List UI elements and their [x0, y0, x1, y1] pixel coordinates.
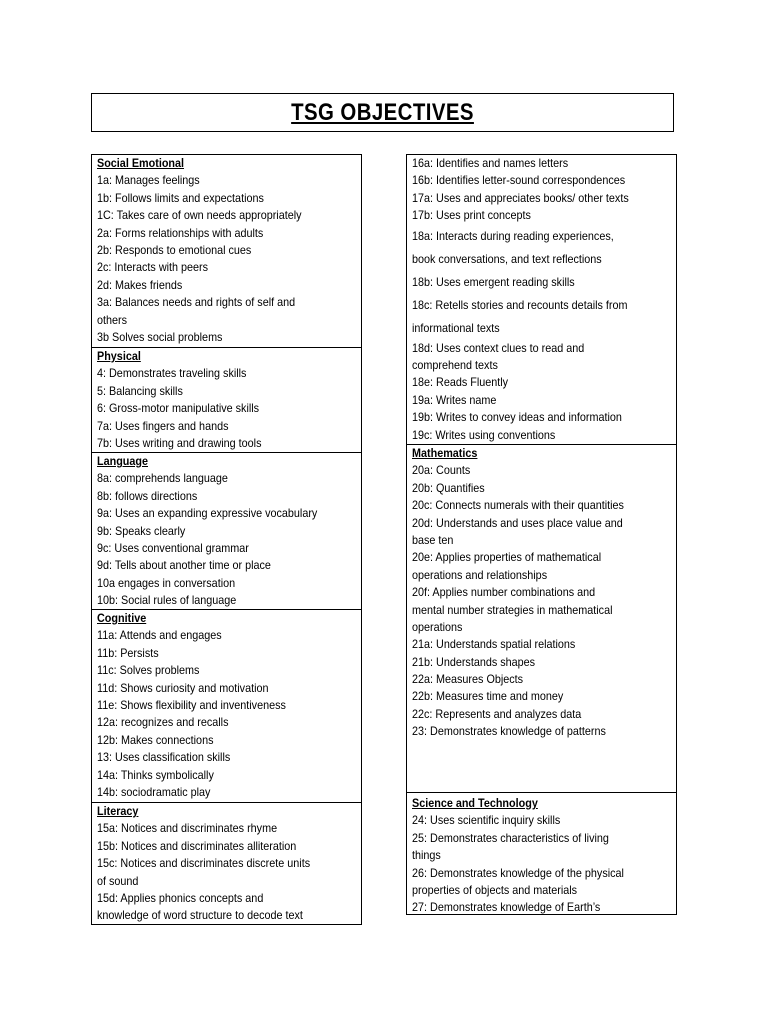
objective-line: 22c: Represents and analyzes data [412, 706, 582, 721]
objective-line: 11c: Solves problems [97, 663, 200, 678]
objective-line: of sound [97, 873, 139, 888]
objective-line: 2a: Forms relationships with adults [97, 225, 264, 240]
objective-line: 9d: Tells about another time or place [97, 558, 271, 573]
objective-line: 12a: recognizes and recalls [97, 715, 229, 730]
objective-line: mental number strategies in mathematical [412, 602, 613, 617]
objective-line: 2b: Responds to emotional cues [97, 242, 252, 257]
objective-line: 8a: comprehends language [97, 471, 228, 486]
section-cognitive [91, 609, 362, 803]
objective-line: 16a: Identifies and names letters [412, 156, 569, 170]
section-social-emotional [91, 154, 362, 348]
objective-line: book conversations, and text reflections [412, 251, 602, 266]
objective-line: 14b: sociodramatic play [97, 784, 211, 799]
objective-line: comprehend texts [412, 357, 498, 372]
objective-line: operations and relationships [412, 567, 548, 582]
objective-line: 11e: Shows flexibility and inventiveness [97, 697, 286, 712]
objective-line: 18d: Uses context clues to read and [412, 340, 585, 355]
objective-line: 1C: Takes care of own needs appropriately [97, 208, 302, 223]
objective-line: 20e: Applies properties of mathematical [412, 550, 602, 565]
objective-line: 14a: Thinks symbolically [97, 767, 214, 782]
objective-line: 8b: follows directions [97, 488, 198, 503]
objective-line: base ten [412, 532, 454, 547]
objective-line: 20a: Counts [412, 463, 471, 478]
section-heading: Physical [97, 349, 141, 363]
objective-line: 10a engages in conversation [97, 575, 236, 590]
right-column [406, 154, 677, 915]
objective-line: things [412, 848, 441, 863]
section-heading: Literacy [97, 804, 139, 818]
objective-line: 20d: Understands and uses place value and [412, 515, 623, 530]
objective-line: 19b: Writes to convey ideas and information [412, 410, 622, 425]
section-language [91, 452, 362, 610]
objective-line: 5: Balancing skills [97, 383, 183, 398]
objective-line: 9a: Uses an expanding expressive vocabulary [97, 506, 318, 521]
objective-line: operations [412, 619, 463, 634]
objective-line: 9b: Speaks clearly [97, 523, 186, 538]
section-physical [91, 347, 362, 453]
objective-line: 2d: Makes friends [97, 277, 183, 292]
objective-line: 19c: Writes using conventions [412, 427, 556, 442]
objective-line: 16b: Identifies letter-sound correspondences [412, 173, 626, 188]
section-science-technology [406, 792, 677, 915]
page-title: TSG OBJECTIVES [291, 98, 474, 126]
objective-line: 9c: Uses conventional grammar [97, 540, 249, 555]
objective-line: 3b Solves social problems [97, 329, 223, 344]
objective-line: 26: Demonstrates knowledge of the physical [412, 865, 624, 880]
objective-line: 25: Demonstrates characteristics of living [412, 830, 609, 845]
objective-line: 15d: Applies phonics concepts and [97, 890, 264, 905]
objective-line: 11b: Persists [97, 645, 159, 660]
objective-line: 27: Demonstrates knowledge of Earth’s [412, 900, 601, 915]
objective-line: 4: Demonstrates traveling skills [97, 366, 247, 381]
objective-line: 20c: Connects numerals with their quantities [412, 498, 624, 513]
objective-line: 6: Gross-motor manipulative skills [97, 401, 260, 416]
objective-line: 23: Demonstrates knowledge of patterns [412, 724, 606, 739]
objective-line: 24: Uses scientific inquiry skills [412, 813, 561, 828]
objective-line: 21b: Understands shapes [412, 654, 536, 669]
objective-line: 20f: Applies number combinations and [412, 585, 596, 600]
objective-line: 22a: Measures Objects [412, 672, 524, 687]
objective-line: 12b: Makes connections [97, 732, 214, 747]
objective-line: 7a: Uses fingers and hands [97, 418, 229, 433]
objective-line: 19a: Writes name [412, 392, 497, 407]
section-heading: Social Emotional [97, 156, 185, 170]
objective-line: 22b: Measures time and money [412, 689, 564, 704]
objective-line: 15b: Notices and discriminates alliteration [97, 838, 297, 853]
objective-line: others [97, 312, 128, 327]
section-heading: Language [97, 454, 149, 468]
objective-line: informational texts [412, 320, 500, 335]
section-mathematics [406, 444, 677, 793]
objective-line: 11a: Attends and engages [97, 628, 222, 643]
section-heading: Science and Technology [412, 796, 538, 810]
objective-line: properties of objects and materials [412, 882, 578, 897]
objective-line: 10b: Social rules of language [97, 593, 237, 608]
objective-line: 17a: Uses and appreciates books/ other texts [412, 190, 629, 205]
left-column [91, 154, 362, 925]
title-box [91, 93, 674, 132]
objective-line: 17b: Uses print concepts [412, 208, 531, 223]
objective-line: 18c: Retells stories and recounts details from [412, 297, 628, 312]
objective-line: 15c: Notices and discriminates discrete units [97, 856, 311, 871]
section-heading: Cognitive [97, 611, 147, 625]
objective-line: 1a: Manages feelings [97, 173, 200, 188]
objective-line: 18a: Interacts during reading experiences, [412, 228, 614, 243]
objective-line: 18e: Reads Fluently [412, 375, 509, 390]
section-literacy [91, 802, 362, 925]
objective-line: 2c: Interacts with peers [97, 260, 209, 275]
objective-line: 11d: Shows curiosity and motivation [97, 680, 269, 695]
objective-line: 21a: Understands spatial relations [412, 637, 576, 652]
objective-line: 15a: Notices and discriminates rhyme [97, 821, 278, 836]
objective-line: 1b: Follows limits and expectations [97, 190, 264, 205]
objective-line: 13: Uses classification skills [97, 750, 231, 765]
objective-line: 18b: Uses emergent reading skills [412, 274, 575, 289]
section-literacy-continued [406, 154, 677, 445]
objective-line: 20b: Quantifies [412, 480, 485, 495]
objective-line: 3a: Balances needs and rights of self and [97, 295, 296, 310]
section-heading: Mathematics [412, 446, 478, 460]
objective-line: 7b: Uses writing and drawing tools [97, 435, 262, 450]
objective-line: knowledge of word structure to decode text [97, 908, 303, 923]
